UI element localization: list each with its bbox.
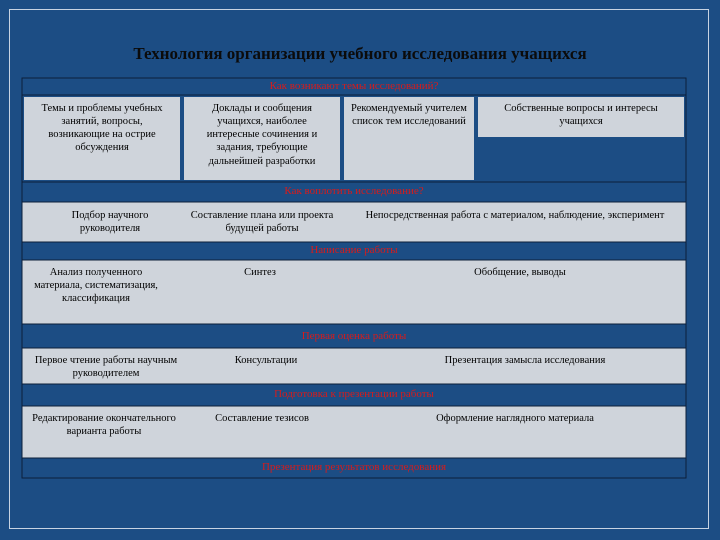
s3-cell-2: Синтез bbox=[244, 267, 276, 278]
s1-cell-4: Собственные вопросы и интересы учащихся bbox=[504, 103, 658, 128]
slide-title: Технология организации учебного исследования учащихся bbox=[133, 44, 587, 63]
s1-cell-2: Доклады и сообщения учащихся, наиболее интересные сочинения и задания, требующие дальнейшей разработки bbox=[206, 103, 318, 167]
footer-heading: Презентация результатов исследования bbox=[261, 461, 447, 473]
s2-cell-1: Подбор научного руководителя bbox=[71, 210, 149, 235]
s5-cell-2: Составление тезисов bbox=[215, 413, 309, 424]
section-2-heading: Как воплотить исследование? bbox=[284, 185, 424, 197]
section-1-heading: Как возникают темы исследований? bbox=[269, 80, 439, 92]
section-3-heading: Написание работы bbox=[310, 244, 398, 256]
section-4-heading: Первая оценка работы bbox=[301, 330, 407, 342]
s5-cell-1: Редактирование окончательного варианта работы bbox=[32, 413, 176, 438]
s4-cell-2: Консультации bbox=[234, 355, 298, 366]
s1-cell-1: Темы и проблемы учебных занятий, вопросы, возникающие на острие обсуждения bbox=[41, 103, 163, 154]
s2-cell-3: Непосредственная работа с материалом, наблюдение, эксперимент bbox=[365, 210, 665, 221]
s5-cell-3: Оформление наглядного материала bbox=[436, 413, 594, 424]
s4-cell-3: Презентация замысла исследования bbox=[444, 355, 606, 366]
s1-cell-3: Рекомендуемый учителем список тем исследований bbox=[351, 103, 467, 128]
s2-cell-2: Составление плана или проекта будущей работы bbox=[190, 210, 334, 235]
s4-cell-1: Первое чтение работы научным руководителем bbox=[34, 355, 178, 380]
s3-cell-1: Анализ полученного материала, систематизация, классификация bbox=[34, 267, 158, 305]
s3-cell-3: Обобщение, выводы bbox=[474, 267, 566, 278]
section-5-heading: Подготовка к презентации работы bbox=[274, 388, 434, 400]
